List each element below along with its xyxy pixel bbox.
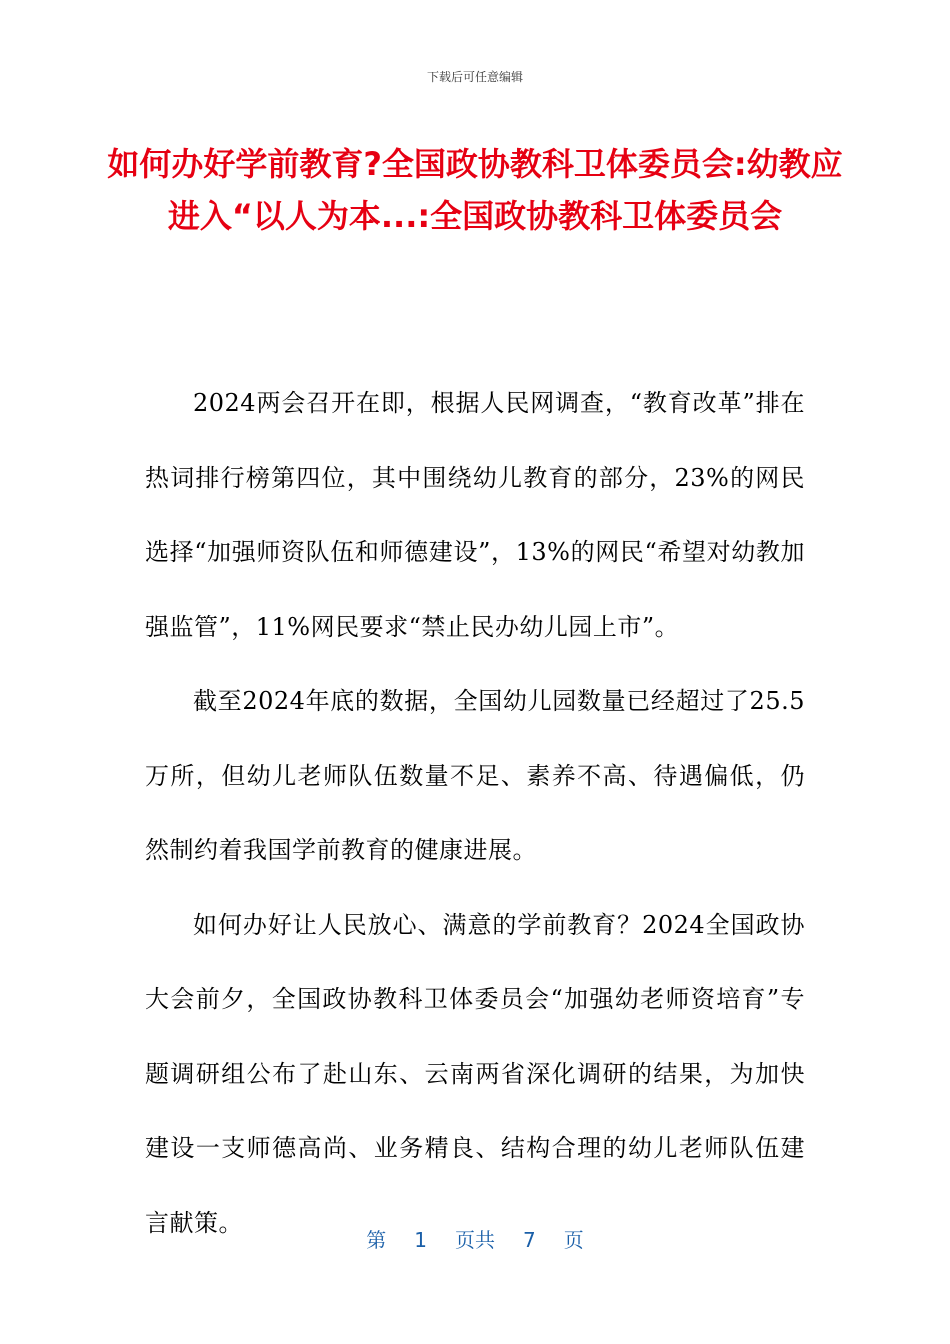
paragraph: 如何办好让人民放心、满意的学前教育？2024全国政协大会前夕，全国政协教科卫体委员会“加强幼老师资培育”专题调研组公布了赴山东、云南两省深化调研的结果，为加快建设一支师德高尚、业务精良、结构合理的幼儿老师队伍建言献策。	[145, 910, 805, 1237]
paragraph: 截至2024年底的数据，全国幼儿园数量已经超过了25.5万所，但幼儿老师队伍数量不足、素养不高、待遇偏低，仍然制约着我国学前教育的健康进展。	[145, 687, 805, 864]
page-footer	[0, 1224, 950, 1253]
page-current: 1	[414, 1228, 427, 1252]
page-mid: 页共	[455, 1228, 495, 1252]
document-body	[145, 366, 805, 1260]
document-title: 如何办好学前教育?全国政协教科卫体委员会:幼教应进入“以人为本...:全国政协教科卫体委员会	[107, 145, 843, 235]
page-total: 7	[523, 1228, 536, 1252]
header-note: 下载后可任意编辑	[426, 70, 523, 84]
page-prefix: 第	[366, 1228, 387, 1252]
page-suffix: 页	[563, 1228, 584, 1252]
paragraph: 2024两会召开在即，根据人民网调查，“教育改革”排在热词排行榜第四位，其中围绕幼儿教育的部分，23%的网民选择“加强师资队伍和师德建设”，13%的网民“希望对幼教加强监管”，11%网民要求“禁止民办幼儿园上市”。	[145, 389, 805, 641]
